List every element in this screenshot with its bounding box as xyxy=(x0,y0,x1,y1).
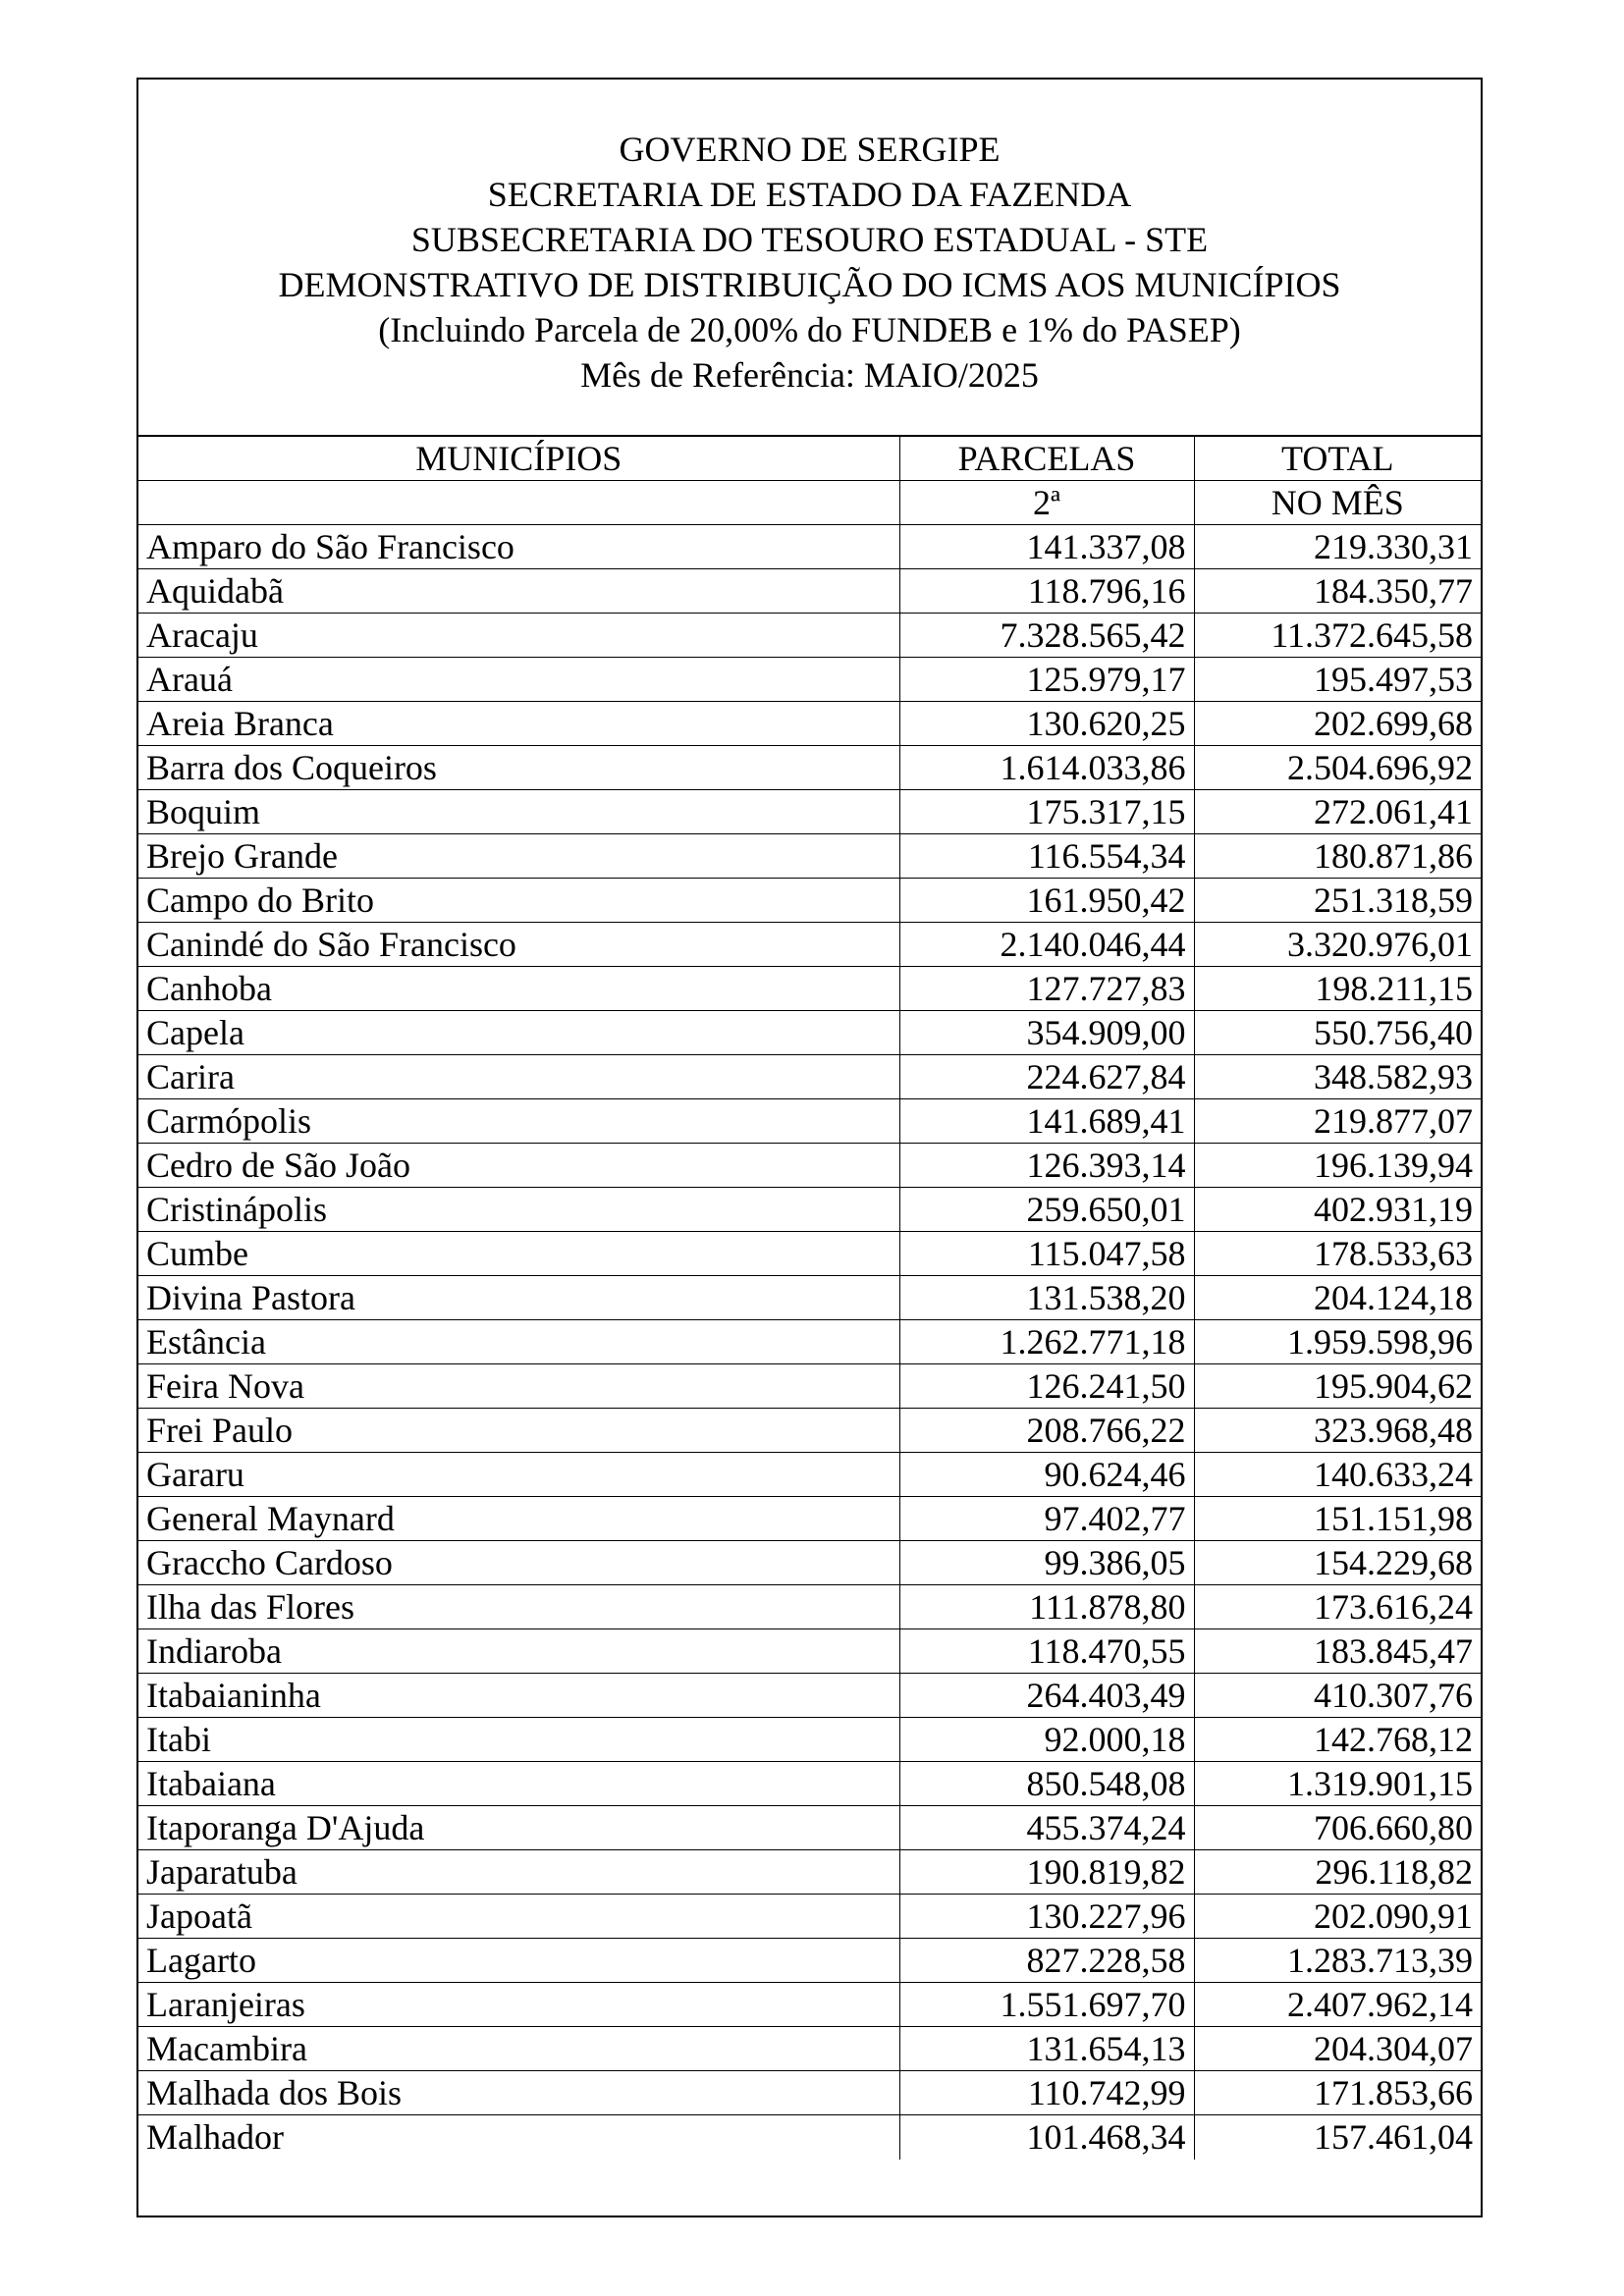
table-row xyxy=(138,923,1481,967)
municipio-name-cell: Malhador xyxy=(138,2115,899,2160)
parcela-value-cell: 1.551.697,70 xyxy=(899,1983,1194,2027)
municipio-name-cell: Amparo do São Francisco xyxy=(138,525,899,569)
icms-distribution-table xyxy=(138,437,1481,2160)
total-value-cell: 178.533,63 xyxy=(1194,1232,1481,1276)
municipio-name-cell: Japoatã xyxy=(138,1895,899,1939)
total-value-cell: 348.582,93 xyxy=(1194,1055,1481,1099)
parcela-value-cell: 126.241,50 xyxy=(899,1364,1194,1409)
table-row xyxy=(138,1011,1481,1055)
table-row xyxy=(138,1983,1481,2027)
table-row xyxy=(138,2071,1481,2115)
table-row xyxy=(138,1320,1481,1364)
municipio-name-cell: Canhoba xyxy=(138,967,899,1011)
table-row xyxy=(138,879,1481,923)
document-header xyxy=(138,80,1481,437)
parcela-value-cell: 827.228,58 xyxy=(899,1939,1194,1983)
municipio-name-cell: Macambira xyxy=(138,2027,899,2071)
municipio-name-cell: Capela xyxy=(138,1011,899,1055)
parcela-value-cell: 354.909,00 xyxy=(899,1011,1194,1055)
parcela-value-cell: 130.227,96 xyxy=(899,1895,1194,1939)
column-subheader-parcela-2: 2ª xyxy=(899,481,1194,525)
table-row xyxy=(138,569,1481,614)
parcela-value-cell: 1.262.771,18 xyxy=(899,1320,1194,1364)
municipio-name-cell: Gararu xyxy=(138,1453,899,1497)
total-value-cell: 272.061,41 xyxy=(1194,790,1481,834)
municipio-name-cell: Arauá xyxy=(138,658,899,702)
parcela-value-cell: 190.819,82 xyxy=(899,1850,1194,1895)
municipio-name-cell: Indiaroba xyxy=(138,1629,899,1674)
table-row xyxy=(138,1497,1481,1541)
municipio-name-cell: Boquim xyxy=(138,790,899,834)
table-row xyxy=(138,1144,1481,1188)
municipio-name-cell: Carmópolis xyxy=(138,1099,899,1144)
parcela-value-cell: 92.000,18 xyxy=(899,1718,1194,1762)
table-row xyxy=(138,746,1481,790)
parcela-value-cell: 115.047,58 xyxy=(899,1232,1194,1276)
parcela-value-cell: 141.337,08 xyxy=(899,525,1194,569)
parcela-value-cell: 118.470,55 xyxy=(899,1629,1194,1674)
total-value-cell: 1.319.901,15 xyxy=(1194,1762,1481,1806)
table-row xyxy=(138,1939,1481,1983)
municipio-name-cell: Brejo Grande xyxy=(138,834,899,879)
column-subheader-no-mes: NO MÊS xyxy=(1194,481,1481,525)
parcela-value-cell: 208.766,22 xyxy=(899,1409,1194,1453)
parcela-value-cell: 118.796,16 xyxy=(899,569,1194,614)
total-value-cell: 2.504.696,92 xyxy=(1194,746,1481,790)
parcela-value-cell: 97.402,77 xyxy=(899,1497,1194,1541)
municipio-name-cell: Lagarto xyxy=(138,1939,899,1983)
header-secretariat: SECRETARIA DE ESTADO DA FAZENDA xyxy=(487,175,1132,214)
municipio-name-cell: Japaratuba xyxy=(138,1850,899,1895)
table-row xyxy=(138,967,1481,1011)
parcela-value-cell: 131.538,20 xyxy=(899,1276,1194,1320)
table-row xyxy=(138,1629,1481,1674)
table-row xyxy=(138,1850,1481,1895)
municipio-name-cell: General Maynard xyxy=(138,1497,899,1541)
total-value-cell: 202.090,91 xyxy=(1194,1895,1481,1939)
total-value-cell: 323.968,48 xyxy=(1194,1409,1481,1453)
municipio-name-cell: Estância xyxy=(138,1320,899,1364)
table-row xyxy=(138,1674,1481,1718)
table-row xyxy=(138,614,1481,658)
total-value-cell: 219.330,31 xyxy=(1194,525,1481,569)
header-report-title: DEMONSTRATIVO DE DISTRIBUIÇÃO DO ICMS AOS MUNICÍPIOS xyxy=(278,265,1341,304)
municipio-name-cell: Frei Paulo xyxy=(138,1409,899,1453)
total-value-cell: 151.151,98 xyxy=(1194,1497,1481,1541)
column-subheader-empty xyxy=(138,481,899,525)
total-value-cell: 171.853,66 xyxy=(1194,2071,1481,2115)
total-value-cell: 410.307,76 xyxy=(1194,1674,1481,1718)
parcela-value-cell: 455.374,24 xyxy=(899,1806,1194,1850)
parcela-value-cell: 2.140.046,44 xyxy=(899,923,1194,967)
header-subsecretariat: SUBSECRETARIA DO TESOURO ESTADUAL - STE xyxy=(410,220,1209,259)
total-value-cell: 204.304,07 xyxy=(1194,2027,1481,2071)
total-value-cell: 157.461,04 xyxy=(1194,2115,1481,2160)
table-row xyxy=(138,1364,1481,1409)
table-row xyxy=(138,1188,1481,1232)
municipio-name-cell: Carira xyxy=(138,1055,899,1099)
table-header-row xyxy=(138,437,1481,481)
total-value-cell: 706.660,80 xyxy=(1194,1806,1481,1850)
total-value-cell: 402.931,19 xyxy=(1194,1188,1481,1232)
total-value-cell: 184.350,77 xyxy=(1194,569,1481,614)
parcela-value-cell: 111.878,80 xyxy=(899,1585,1194,1629)
municipio-name-cell: Ilha das Flores xyxy=(138,1585,899,1629)
total-value-cell: 2.407.962,14 xyxy=(1194,1983,1481,2027)
total-value-cell: 196.139,94 xyxy=(1194,1144,1481,1188)
parcela-value-cell: 224.627,84 xyxy=(899,1055,1194,1099)
parcela-value-cell: 264.403,49 xyxy=(899,1674,1194,1718)
table-row xyxy=(138,525,1481,569)
parcela-value-cell: 116.554,34 xyxy=(899,834,1194,879)
table-row xyxy=(138,790,1481,834)
total-value-cell: 183.845,47 xyxy=(1194,1629,1481,1674)
municipio-name-cell: Cumbe xyxy=(138,1232,899,1276)
total-value-cell: 1.959.598,96 xyxy=(1194,1320,1481,1364)
total-value-cell: 202.699,68 xyxy=(1194,702,1481,746)
parcela-value-cell: 90.624,46 xyxy=(899,1453,1194,1497)
parcela-value-cell: 130.620,25 xyxy=(899,702,1194,746)
parcela-value-cell: 850.548,08 xyxy=(899,1762,1194,1806)
parcela-value-cell: 110.742,99 xyxy=(899,2071,1194,2115)
municipio-name-cell: Itabi xyxy=(138,1718,899,1762)
table-row xyxy=(138,1895,1481,1939)
column-header-municipios: MUNICÍPIOS xyxy=(138,437,899,481)
municipio-name-cell: Aracaju xyxy=(138,614,899,658)
municipio-name-cell: Cristinápolis xyxy=(138,1188,899,1232)
table-row xyxy=(138,1099,1481,1144)
table-row xyxy=(138,1232,1481,1276)
parcela-value-cell: 141.689,41 xyxy=(899,1099,1194,1144)
table-row xyxy=(138,1409,1481,1453)
parcela-value-cell: 101.468,34 xyxy=(899,2115,1194,2160)
municipio-name-cell: Itabaianinha xyxy=(138,1674,899,1718)
table-row xyxy=(138,1718,1481,1762)
parcela-value-cell: 1.614.033,86 xyxy=(899,746,1194,790)
header-reference-month: Mês de Referência: MAIO/2025 xyxy=(580,355,1039,395)
total-value-cell: 219.877,07 xyxy=(1194,1099,1481,1144)
table-row xyxy=(138,1762,1481,1806)
municipio-name-cell: Itaporanga D'Ajuda xyxy=(138,1806,899,1850)
column-header-total: TOTAL xyxy=(1194,437,1481,481)
table-row xyxy=(138,1453,1481,1497)
document-frame xyxy=(136,78,1483,2217)
total-value-cell: 296.118,82 xyxy=(1194,1850,1481,1895)
parcela-value-cell: 99.386,05 xyxy=(899,1541,1194,1585)
municipio-name-cell: Aquidabã xyxy=(138,569,899,614)
parcela-value-cell: 161.950,42 xyxy=(899,879,1194,923)
table-row xyxy=(138,1055,1481,1099)
municipio-name-cell: Itabaiana xyxy=(138,1762,899,1806)
table-row xyxy=(138,658,1481,702)
parcela-value-cell: 125.979,17 xyxy=(899,658,1194,702)
total-value-cell: 1.283.713,39 xyxy=(1194,1939,1481,1983)
municipio-name-cell: Feira Nova xyxy=(138,1364,899,1409)
parcela-value-cell: 175.317,15 xyxy=(899,790,1194,834)
municipio-name-cell: Graccho Cardoso xyxy=(138,1541,899,1585)
header-report-note: (Incluindo Parcela de 20,00% do FUNDEB e 1% do PASEP) xyxy=(378,310,1241,349)
municipio-name-cell: Laranjeiras xyxy=(138,1983,899,2027)
total-value-cell: 3.320.976,01 xyxy=(1194,923,1481,967)
header-government: GOVERNO DE SERGIPE xyxy=(619,130,1001,169)
total-value-cell: 140.633,24 xyxy=(1194,1453,1481,1497)
municipio-name-cell: Areia Branca xyxy=(138,702,899,746)
total-value-cell: 180.871,86 xyxy=(1194,834,1481,879)
table-row xyxy=(138,2115,1481,2160)
municipio-name-cell: Cedro de São João xyxy=(138,1144,899,1188)
municipio-name-cell: Canindé do São Francisco xyxy=(138,923,899,967)
table-row xyxy=(138,1276,1481,1320)
total-value-cell: 154.229,68 xyxy=(1194,1541,1481,1585)
table-subheader-row xyxy=(138,481,1481,525)
parcela-value-cell: 259.650,01 xyxy=(899,1188,1194,1232)
municipio-name-cell: Campo do Brito xyxy=(138,879,899,923)
table-row xyxy=(138,702,1481,746)
parcela-value-cell: 7.328.565,42 xyxy=(899,614,1194,658)
total-value-cell: 11.372.645,58 xyxy=(1194,614,1481,658)
column-header-parcelas: PARCELAS xyxy=(899,437,1194,481)
total-value-cell: 550.756,40 xyxy=(1194,1011,1481,1055)
parcela-value-cell: 127.727,83 xyxy=(899,967,1194,1011)
municipio-name-cell: Malhada dos Bois xyxy=(138,2071,899,2115)
municipio-name-cell: Divina Pastora xyxy=(138,1276,899,1320)
table-row xyxy=(138,2027,1481,2071)
parcela-value-cell: 126.393,14 xyxy=(899,1144,1194,1188)
total-value-cell: 204.124,18 xyxy=(1194,1276,1481,1320)
table-row xyxy=(138,1585,1481,1629)
table-row xyxy=(138,834,1481,879)
total-value-cell: 142.768,12 xyxy=(1194,1718,1481,1762)
municipio-name-cell: Barra dos Coqueiros xyxy=(138,746,899,790)
total-value-cell: 198.211,15 xyxy=(1194,967,1481,1011)
table-row xyxy=(138,1541,1481,1585)
table-row xyxy=(138,1806,1481,1850)
parcela-value-cell: 131.654,13 xyxy=(899,2027,1194,2071)
total-value-cell: 173.616,24 xyxy=(1194,1585,1481,1629)
total-value-cell: 195.904,62 xyxy=(1194,1364,1481,1409)
total-value-cell: 251.318,59 xyxy=(1194,879,1481,923)
total-value-cell: 195.497,53 xyxy=(1194,658,1481,702)
